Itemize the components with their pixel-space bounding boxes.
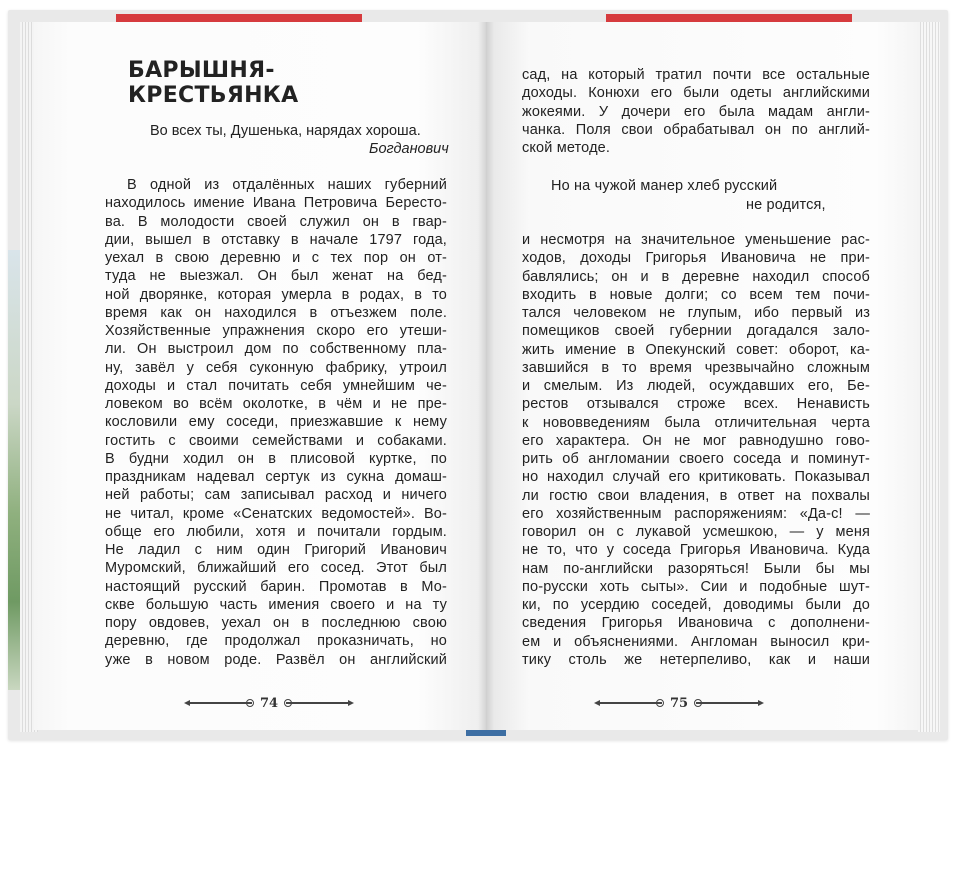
text-line: находилось имение Ивана Петровича Бересто- <box>105 195 447 212</box>
text-line: ходов, доходы Григорья Ивановича не при- <box>522 250 870 267</box>
epigraph-author: Богданович <box>369 141 449 157</box>
text-line: его хозяйственным распоряжениям: «Да-с! — <box>522 505 870 522</box>
text-line: сведения Григорья Ивановича с дополнени- <box>522 615 870 632</box>
verse-quote-line-1: Но на чужой манер хлеб русский <box>551 178 778 194</box>
text-line: но находил случай его критиковать. Показывал <box>522 469 870 486</box>
text-line: дии, вышел в отставку в начале 1797 года, <box>105 231 447 248</box>
text-line: по-русски хоть сыты». Сии и подобные шут- <box>522 578 870 595</box>
ornament-right-icon <box>286 702 348 704</box>
page-number-74: 74 <box>260 695 279 711</box>
text-line: Муромский, ближайший его сосед. Этот был <box>105 560 447 577</box>
text-line: ловеком во всём околотке, в чём и не пре- <box>105 396 447 412</box>
page-gutter <box>478 22 494 730</box>
text-line: к нововведениям была отличительная черта <box>522 414 870 431</box>
text-line: жить имение в Опекунский совет: оборот, ка- <box>522 341 870 358</box>
text-line: и несмотря на значительное уменьшение рас- <box>522 232 870 248</box>
text-line: ской методе. <box>522 140 611 156</box>
text-line: Не ладил с ним один Григорий Иванович <box>105 542 447 558</box>
text-line: В одной из отдалённых наших губерний <box>127 177 447 193</box>
text-line: ну, завёл у себя суконную фабрику, утроил <box>105 359 447 376</box>
text-line: праздникам надевал сертук из сукна домаш- <box>105 469 447 485</box>
text-line: гостить с своими семействами и собаками. <box>105 432 447 449</box>
text-line: сад, на который тратил почти все остальные <box>522 67 870 83</box>
text-line: не то, что у соседа Григорья Ивановича. Куда <box>522 542 870 559</box>
text-line: жокеями. У дочери его была мадам англи- <box>522 103 870 120</box>
chapter-title: БАРЫШНЯ-КРЕСТЬЯНКА <box>128 58 299 108</box>
text-line: ем и объяснениями. Англоман выносил кри- <box>522 633 870 650</box>
text-line: ней работы; сам записывал расход и ничего <box>105 487 447 504</box>
text-line: ки, по усердию соседей, доводимы были до <box>522 597 870 613</box>
text-line: туда не выезжал. Он был женат на бед- <box>105 268 447 285</box>
text-line: время как он находился в отъезжем поле. <box>105 304 447 321</box>
ornament-left-icon <box>190 702 252 704</box>
text-line: настоящий русский барин. Промотав в Мо- <box>105 578 447 595</box>
text-line: скве большую часть имения своего и на ту <box>105 596 447 613</box>
text-line: входить в новые долги; со всем тем почи- <box>522 286 870 303</box>
text-line: ли. Он выстроил дом по собственному пла- <box>105 341 447 358</box>
page-number-75: 75 <box>670 695 689 711</box>
text-line: рестов отзывался строже всех. Ненависть <box>522 396 870 413</box>
text-line: В будни ходил он в плисовой куртке, по <box>105 450 447 467</box>
text-line: не читал, кроме «Сенатских ведомостей». Во- <box>105 505 447 522</box>
text-line: и смелым. Из людей, осуждавших его, Бе- <box>522 378 870 394</box>
text-line: рить об англомании своего соседа и поминут- <box>522 451 870 467</box>
text-line: тался человеком не глупым, ибо первый из <box>522 305 870 321</box>
text-line: доходы. Конюхи его были одеты английскими <box>522 85 870 102</box>
text-line: уже в новом роде. Развёл он английский <box>105 651 447 668</box>
page-number-left <box>190 694 348 712</box>
text-line: его характера. Он не мог равнодушно гово- <box>522 432 870 449</box>
text-line: говорил он с лукавой усмешкою, — у меня <box>522 524 870 540</box>
ornament-right-icon <box>696 702 758 704</box>
text-line: ли гостю свои владения, в ответ на похвалы <box>522 487 870 504</box>
text-line: бавлялись; он и в деревне находил способ <box>522 268 870 285</box>
verse-quote-line-2: не родится, <box>746 197 826 213</box>
text-line: ва. В молодости своей служил он в гвар- <box>105 213 447 230</box>
text-line: Хозяйственные упражнения скоро его утеши- <box>105 323 447 339</box>
text-line: кословили ему соседи, приезжавшие к нему <box>105 414 447 431</box>
text-line: тику столь же нетерпеливо, как и наши <box>522 651 870 668</box>
text-line: деревню, где продолжал проказничать, но <box>105 633 447 650</box>
text-line: нам по-английски разоряться! Были бы мы <box>522 560 870 577</box>
right-page-edges <box>918 22 940 732</box>
text-line: чанка. Поля свои обрабатывал он по англий- <box>522 121 870 138</box>
text-line: обще его любили, хотя и почитали гордым. <box>105 523 447 540</box>
text-line: пору овдовев, уехал он в последнюю свою <box>105 615 447 631</box>
ornament-left-icon <box>600 702 662 704</box>
page-number-right <box>600 694 758 712</box>
epigraph-text: Во всех ты, Душенька, нарядах хороша. <box>150 123 421 139</box>
text-line: доходы и стал почитать себя умнейшим че- <box>105 377 447 394</box>
text-line: ной дворянке, которая умерла в родах, в то <box>105 286 447 303</box>
text-line: уехал в свою деревню и с тех пор он от- <box>105 250 447 266</box>
text-line: помещиков своей губернии догадался зало- <box>522 323 870 340</box>
text-line: завшийся в то время чрезвычайно сложным <box>522 359 870 376</box>
